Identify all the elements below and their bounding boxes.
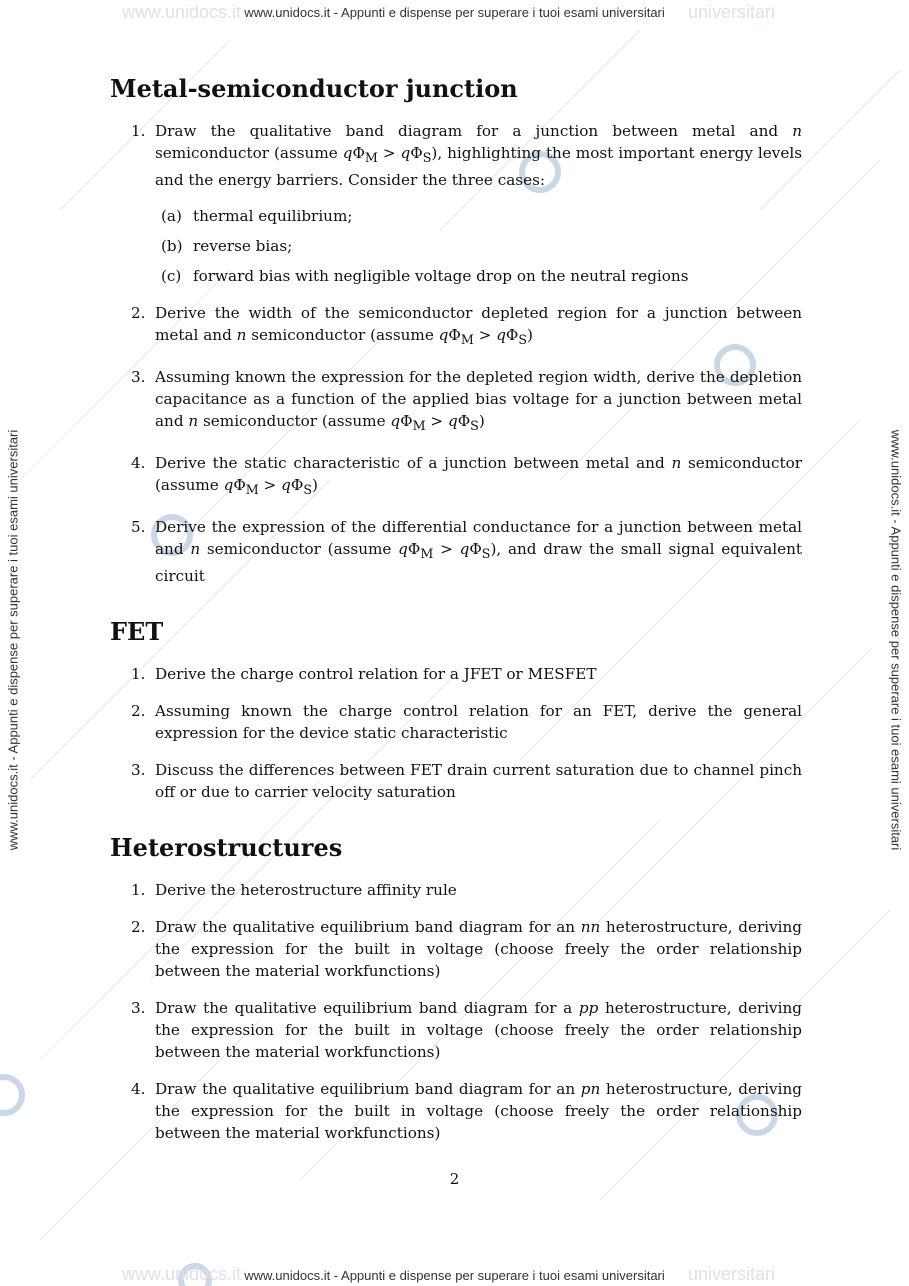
- question-text: Derive the width of the semiconductor depleted region for a junction between metal and n semiconductor (assume $q\Phi_M > q\Phi_S$): [155, 304, 802, 348]
- question-number: 1.: [131, 122, 146, 140]
- watermark-ghost-left-bottom: www.unidocs.it: [122, 1264, 242, 1284]
- sub-case-text: reverse bias;: [193, 237, 293, 256]
- question-number: 3.: [131, 761, 146, 780]
- watermark-ghost-right-bottom: universitari: [688, 1264, 776, 1284]
- section-title: FET: [110, 617, 164, 647]
- question-number: 2.: [131, 918, 146, 937]
- question-number: 3.: [131, 999, 146, 1018]
- question-text: Draw the qualitative equilibrium band diagram for a pp heterostructure, deriving the expression for the built in voltage (choose freely the order relationship between the material workfunctions): [155, 999, 803, 1062]
- sub-case-label: (c): [161, 267, 182, 286]
- question-item: [110, 879, 802, 901]
- question-text: Derive the charge control relation for a JFET or MESFET: [155, 665, 597, 684]
- sub-case-label: (b): [161, 237, 183, 256]
- watermark-ghost-left: www.unidocs.it: [122, 2, 242, 22]
- question-item: [110, 1078, 802, 1144]
- question-text: Derive the expression of the differential conductance for a junction between metal and n semiconductor (assume $q\Phi_M > q\Phi_S$), and draw the small signal equivalent circuit: [155, 518, 802, 586]
- sub-case-item: [155, 205, 802, 227]
- section-title: Metal-semiconductor junction: [110, 74, 518, 103]
- question-text: Discuss the differences between FET drain current saturation due to channel pinch off or due to carrier velocity saturation: [155, 761, 802, 802]
- question-number: 4.: [131, 1080, 146, 1099]
- watermark-side-left: www.unidocs.it - Appunti e dispense per superare i tuoi esami universitari: [5, 429, 21, 851]
- question-list: [110, 663, 802, 803]
- sub-case-list: [155, 205, 802, 287]
- question-item: [110, 516, 802, 587]
- question-item: [110, 759, 802, 803]
- watermark-ghost-right: universitari: [688, 2, 776, 22]
- question-item: [110, 452, 802, 501]
- question-item: [110, 700, 802, 744]
- question-item: [110, 663, 802, 685]
- question-item: [110, 916, 802, 982]
- question-text: Derive the static characteristic of a junction between metal and n semiconductor (assume $q\Phi_M > q\Phi_S$): [155, 454, 802, 498]
- question-item: [110, 366, 802, 437]
- sub-case-text: thermal equilibrium;: [193, 207, 353, 226]
- question-number: 2.: [131, 702, 146, 721]
- question-number: 3.: [131, 368, 146, 387]
- watermark-bottom: www.unidocs.it - Appunti e dispense per superare i tuoi esami universitari: [244, 1268, 665, 1283]
- question-number: 1.: [131, 665, 146, 684]
- question-number: 4.: [131, 454, 146, 473]
- section-title: Heterostructures: [110, 833, 343, 863]
- sub-case-text: forward bias with negligible voltage drop on the neutral regions: [193, 267, 689, 286]
- question-number: 5.: [131, 518, 146, 537]
- question-list: [110, 879, 802, 1144]
- question-list: [110, 120, 802, 587]
- question-text: Assuming known the expression for the depleted region width, derive the depletion capacitance as a function of the applied bias voltage for a junction between metal and n semiconductor (assume $q\Phi_M > q\Phi_S$): [155, 368, 802, 434]
- sub-case-item: [155, 265, 802, 287]
- question-item: [110, 302, 802, 351]
- sub-case-item: [155, 235, 802, 257]
- question-item: [110, 120, 802, 287]
- document-body: [110, 70, 802, 1144]
- question-number: 1.: [131, 881, 146, 900]
- question-text: Draw the qualitative band diagram for a junction between metal and n semiconductor (assume $q\Phi_M > q\Phi_S$), highlighting the most important energy levels and the energy barriers. Consider the three cases:: [155, 122, 802, 190]
- question-text: Draw the qualitative equilibrium band diagram for an pn heterostructure, deriving the expression for the built in voltage (choose freely the order relationship between the material workfunctions): [155, 1080, 803, 1143]
- sub-case-label: (a): [161, 207, 182, 226]
- question-text: Derive the heterostructure affinity rule: [155, 881, 457, 900]
- watermark-top: www.unidocs.it - Appunti e dispense per superare i tuoi esami universitari: [244, 5, 665, 20]
- watermark-side-right: www.unidocs.it - Appunti e dispense per superare i tuoi esami universitari: [888, 429, 904, 851]
- question-item: [110, 997, 802, 1063]
- question-text: Draw the qualitative equilibrium band diagram for an nn heterostructure, deriving the expression for the built in voltage (choose freely the order relationship between the material workfunctions): [155, 918, 803, 981]
- page-number: 2: [449, 1170, 460, 1188]
- question-number: 2.: [131, 304, 146, 323]
- question-text: Assuming known the charge control relation for an FET, derive the general expression for the device static characteristic: [155, 702, 802, 743]
